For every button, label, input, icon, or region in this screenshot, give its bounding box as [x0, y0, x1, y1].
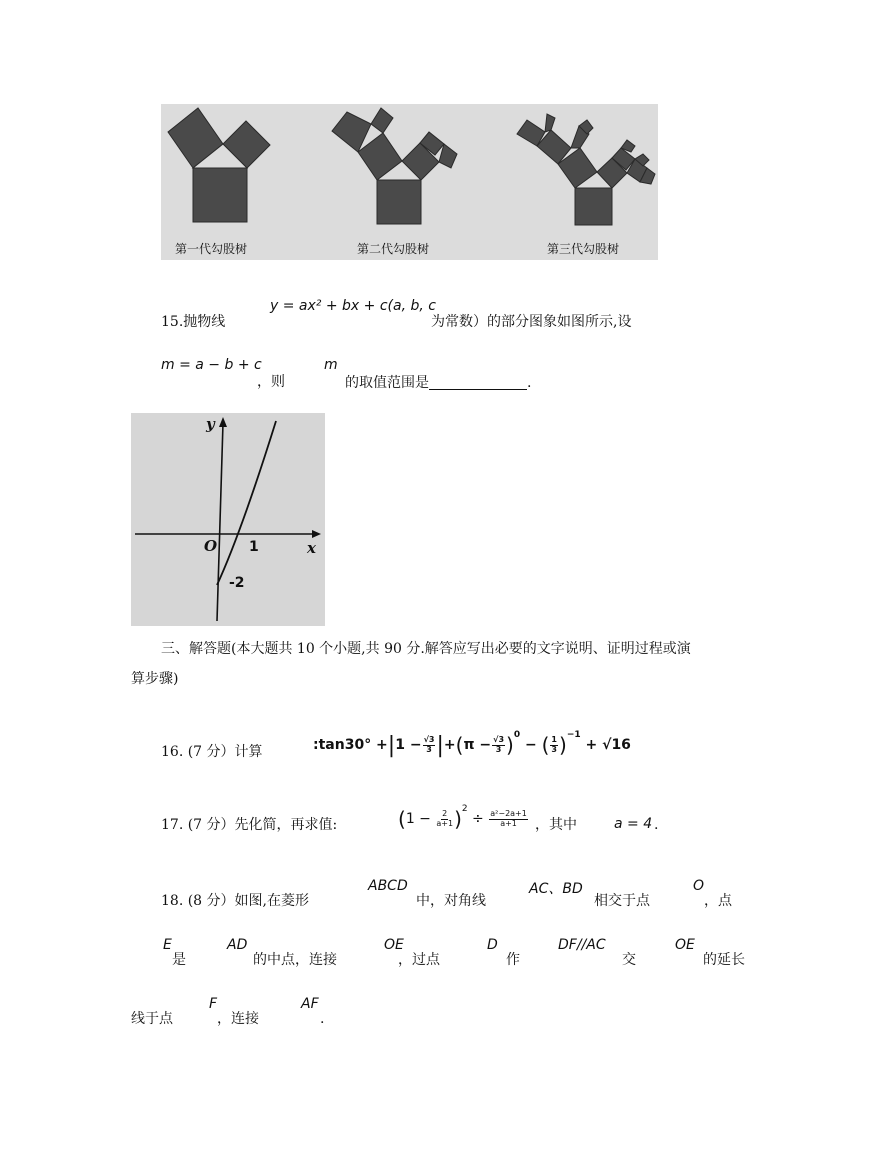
q16-expression: :tan30° + | 1 − $\frac{√3}{3}$ | + ( π − $\frac{√3}{3}$ ) $^0$ − ( $\frac{1}{3}$ ) $^{-1}$ + √16 [313, 730, 631, 758]
graph-origin-label: O [204, 537, 218, 555]
q18-end: . [320, 1011, 325, 1027]
section3-line1: 三、解答题(本大题共 10 个小题,共 90 分.解答应写出必要的文字说明、证明过程或演 [161, 641, 691, 657]
q18-mid1: 中，对角线 [416, 893, 486, 909]
q17-a-value: a = 4 [614, 816, 653, 832]
q18-yanchang: 的延长 [703, 952, 745, 968]
graph-x-label: x [307, 539, 316, 557]
q16-paren-close: ) [506, 733, 514, 757]
q15-m-definition: m = a − b + c [161, 357, 262, 373]
q15-then: ，则 [257, 374, 285, 390]
q18-mid2: 相交于点 [594, 893, 650, 909]
q17-one-minus: 1 − [405, 811, 436, 827]
q16-abs-one: 1 − [395, 737, 422, 753]
q18-zuo: 作 [506, 952, 520, 968]
q18-label: 18. (8 分）如图,在菱形 [161, 893, 309, 909]
parabola-curve [217, 421, 276, 585]
q15-m-var: m [324, 357, 338, 373]
graph-x-intercept-label: 1 [249, 539, 259, 555]
q18-F: F [209, 996, 218, 1012]
graph-y-intercept-label: -2 [229, 575, 245, 591]
q17-div: ÷ [467, 811, 489, 827]
q16-minus: − [520, 737, 542, 753]
q17-frac-2: $\frac{\text{a²−2a+1}}{a+1}$ [490, 809, 527, 828]
tree-caption-3: 第三代勾股树 [547, 242, 620, 256]
q18-shi: 是 [172, 952, 186, 968]
q18-O: O [693, 878, 705, 894]
q18-DF-AC: DF//AC [558, 937, 606, 953]
q17-where: ，其中 [535, 817, 577, 833]
q16-prefix: :tan30° + [313, 737, 388, 753]
q16-frac-1: $\frac{√3}{3}$ [423, 735, 435, 754]
parabola-graph-drawing [131, 413, 325, 626]
q17-expression: ( 1 − $\frac{2}{a+1}$ ) $^2$ ÷ $\frac{\text{a²−2a+1}}{a+1}$ [398, 804, 527, 831]
q16-abs-bar-right: | [436, 732, 444, 758]
q18-OE: OE [384, 937, 404, 953]
q16-paren-open: ( [455, 733, 464, 757]
q18-AF: AF [301, 996, 319, 1012]
q18-E: E [163, 937, 172, 953]
q16-plus-sqrt16: + √16 [580, 737, 631, 753]
q16-exp-neg1: −1 [566, 730, 581, 740]
q18-dian: ，点 [704, 893, 732, 909]
pythagoras-trees-figure [161, 104, 658, 260]
q18-guodian: ，过点 [398, 952, 440, 968]
q18-AC-BD: AC、BD [529, 881, 583, 897]
q18-midpoint: 的中点，连接 [253, 952, 337, 968]
pythagoras-trees-drawing [161, 104, 658, 260]
y-axis-arrow [219, 417, 227, 427]
q15-label: 15.抛物线 [161, 314, 226, 330]
q15-answer-blank [429, 375, 527, 390]
parabola-graph-figure [131, 413, 325, 626]
q17-end: . [654, 817, 659, 833]
q18-xianyu: 线于点 [131, 1011, 173, 1027]
x-axis-arrow [312, 530, 321, 538]
tree-caption-1: 第一代勾股树 [175, 242, 248, 256]
y-axis [217, 423, 223, 621]
q16-abs-bar-left: | [387, 732, 396, 758]
q15-range-text: 的取值范围是 [345, 375, 429, 391]
q16-exp0: 0 [513, 730, 521, 740]
q17-frac-1: $\frac{2}{a+1}$ [436, 809, 454, 828]
q16-label: 16. (7 分）计算 [161, 744, 263, 760]
q15-end: . [527, 375, 532, 391]
q15-formula-tail: 为常数）的部分图象如图所示,设 [431, 314, 632, 330]
q16-frac-3: $\frac{1}{3}$ [551, 735, 557, 754]
q18-jiao: 交 [622, 952, 636, 968]
q17-label: 17. (7 分）先化简，再求值: [161, 817, 338, 833]
q15-formula: y = ax² + bx + c(a, b, c [270, 298, 436, 314]
q18-AD: AD [227, 937, 248, 953]
tree-caption-2: 第二代勾股树 [357, 242, 430, 256]
q15-range-line [345, 375, 531, 390]
q18-OE2: OE [675, 937, 695, 953]
q18-ABCD: ABCD [368, 878, 408, 894]
q16-frac-2: $\frac{√3}{3}$ [493, 735, 505, 754]
q18-D: D [487, 937, 498, 953]
q16-paren-pi: π − [463, 737, 492, 753]
graph-y-label: y [206, 415, 215, 433]
section3-line2: 算步骤) [131, 671, 179, 687]
q17-exp2: 2 [461, 804, 468, 814]
q18-lianjie: ，连接 [217, 1011, 259, 1027]
